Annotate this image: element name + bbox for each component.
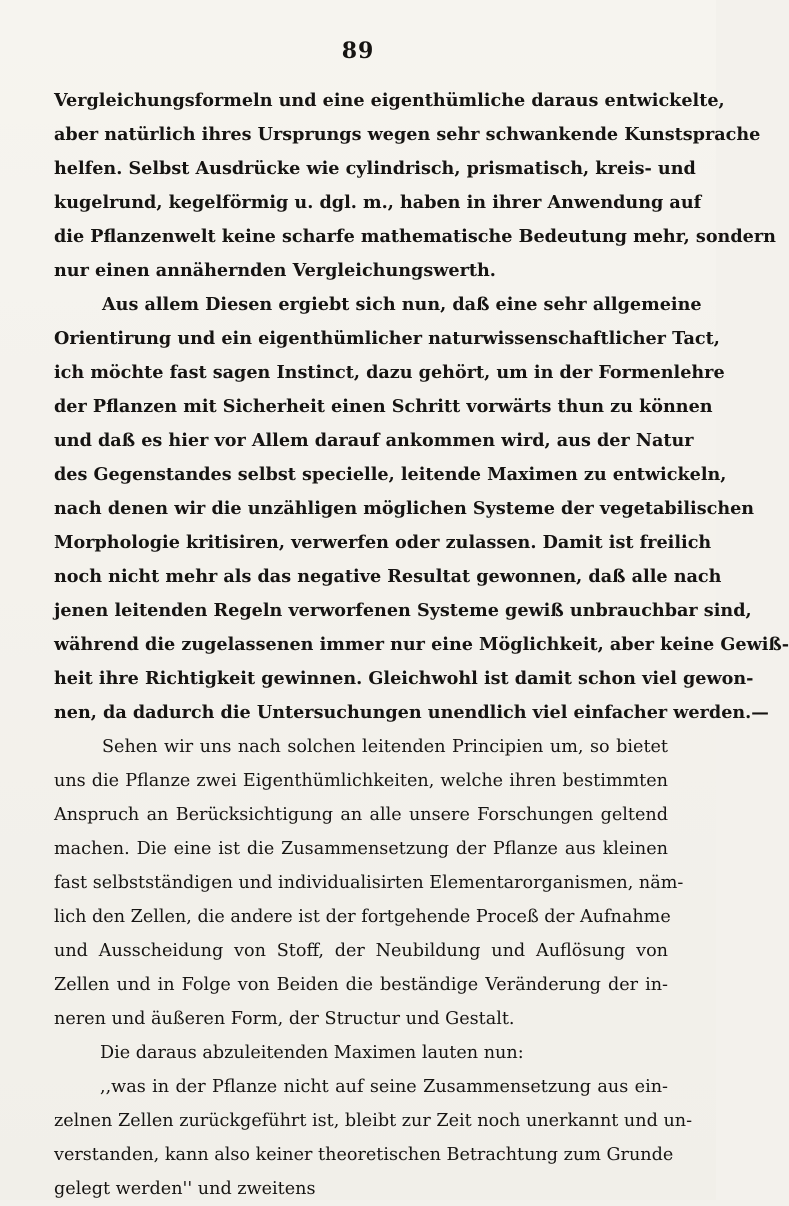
text-line: Zellen und in Folge von Beiden die beständige Veränderung der in- (54, 975, 668, 995)
text-line: nen, da dadurch die Untersuchungen unendlich viel einfacher werden.— (54, 702, 769, 723)
text-line: kugelrund, kegelförmig u. dgl. m., haben in ihrer Anwendung auf (54, 192, 702, 213)
text-line: Anspruch an Berücksichtigung an alle unsere Forschungen geltend (54, 805, 668, 825)
text-line: Die daraus abzuleitenden Maximen lauten nun: (100, 1043, 524, 1063)
text-line: noch nicht mehr als das negative Resultat gewonnen, daß alle nach (54, 566, 722, 587)
text-line: die Pflanzenwelt keine scharfe mathematische Bedeutung mehr, sondern (54, 226, 776, 247)
text-line: Aus allem Diesen ergiebt sich nun, daß eine sehr allgemeine (102, 294, 702, 315)
text-line: und Ausscheidung von Stoff, der Neubildung und Auflösung von (54, 941, 668, 961)
text-line: zelnen Zellen zurückgeführt ist, bleibt zur Zeit noch unerkannt und un- (54, 1111, 693, 1131)
text-line: verstanden, kann also keiner theoretischen Betrachtung zum Grunde (54, 1145, 674, 1165)
text-line: und daß es hier vor Allem darauf ankommen wird, aus der Natur (54, 430, 694, 451)
text-line: nach denen wir die unzähligen möglichen Systeme der vegetabilischen (54, 498, 755, 519)
text-line: neren und äußeren Form, der Structur und Gestalt. (54, 1009, 515, 1029)
text-line: fast selbstständigen und individualisirten Elementarorganismen, näm- (54, 873, 684, 893)
text-line: Sehen wir uns nach solchen leitenden Principien um, so bietet (102, 737, 668, 757)
text-line: aber natürlich ihres Ursprungs wegen sehr schwankende Kunstsprache (54, 124, 761, 145)
text-line: des Gegenstandes selbst specielle, leitende Maximen zu entwickeln, (54, 464, 727, 485)
text-line: ich möchte fast sagen Instinct, dazu gehört, um in der Formenlehre (54, 362, 725, 383)
text-line: gelegt werden'' und zweitens (54, 1179, 316, 1199)
text-line: nur einen annähernden Vergleichungswerth. (54, 260, 496, 281)
text-line: Orientirung und ein eigenthümlicher naturwissenschaftlicher Tact, (54, 328, 720, 349)
text-line: lich den Zellen, die andere ist der fortgehende Proceß der Aufnahme (54, 907, 671, 927)
text-line: uns die Pflanze zwei Eigenthümlichkeiten, welche ihren bestimmten (54, 771, 668, 791)
page-number: 89 (341, 38, 375, 64)
text-line: ,,was in der Pflanze nicht auf seine Zusammensetzung aus ein- (100, 1077, 668, 1097)
text-line: helfen. Selbst Ausdrücke wie cylindrisch, prismatisch, kreis- und (54, 158, 696, 179)
text-line: Vergleichungsformeln und eine eigenthümliche daraus entwickelte, (54, 90, 725, 111)
text-line: Morphologie kritisiren, verwerfen oder zulassen. Damit ist freilich (54, 532, 712, 553)
body-text (54, 84, 789, 1206)
text-line: jenen leitenden Regeln verworfenen Systeme gewiß unbrauchbar sind, (54, 600, 752, 621)
text-line: heit ihre Richtigkeit gewinnen. Gleichwohl ist damit schon viel gewon- (54, 668, 754, 689)
text-line: machen. Die eine ist die Zusammensetzung der Pflanze aus kleinen (54, 839, 668, 859)
text-line: während die zugelassenen immer nur eine Möglichkeit, aber keine Gewiß- (54, 634, 789, 655)
text-line: der Pflanzen mit Sicherheit einen Schritt vorwärts thun zu können (54, 396, 713, 417)
